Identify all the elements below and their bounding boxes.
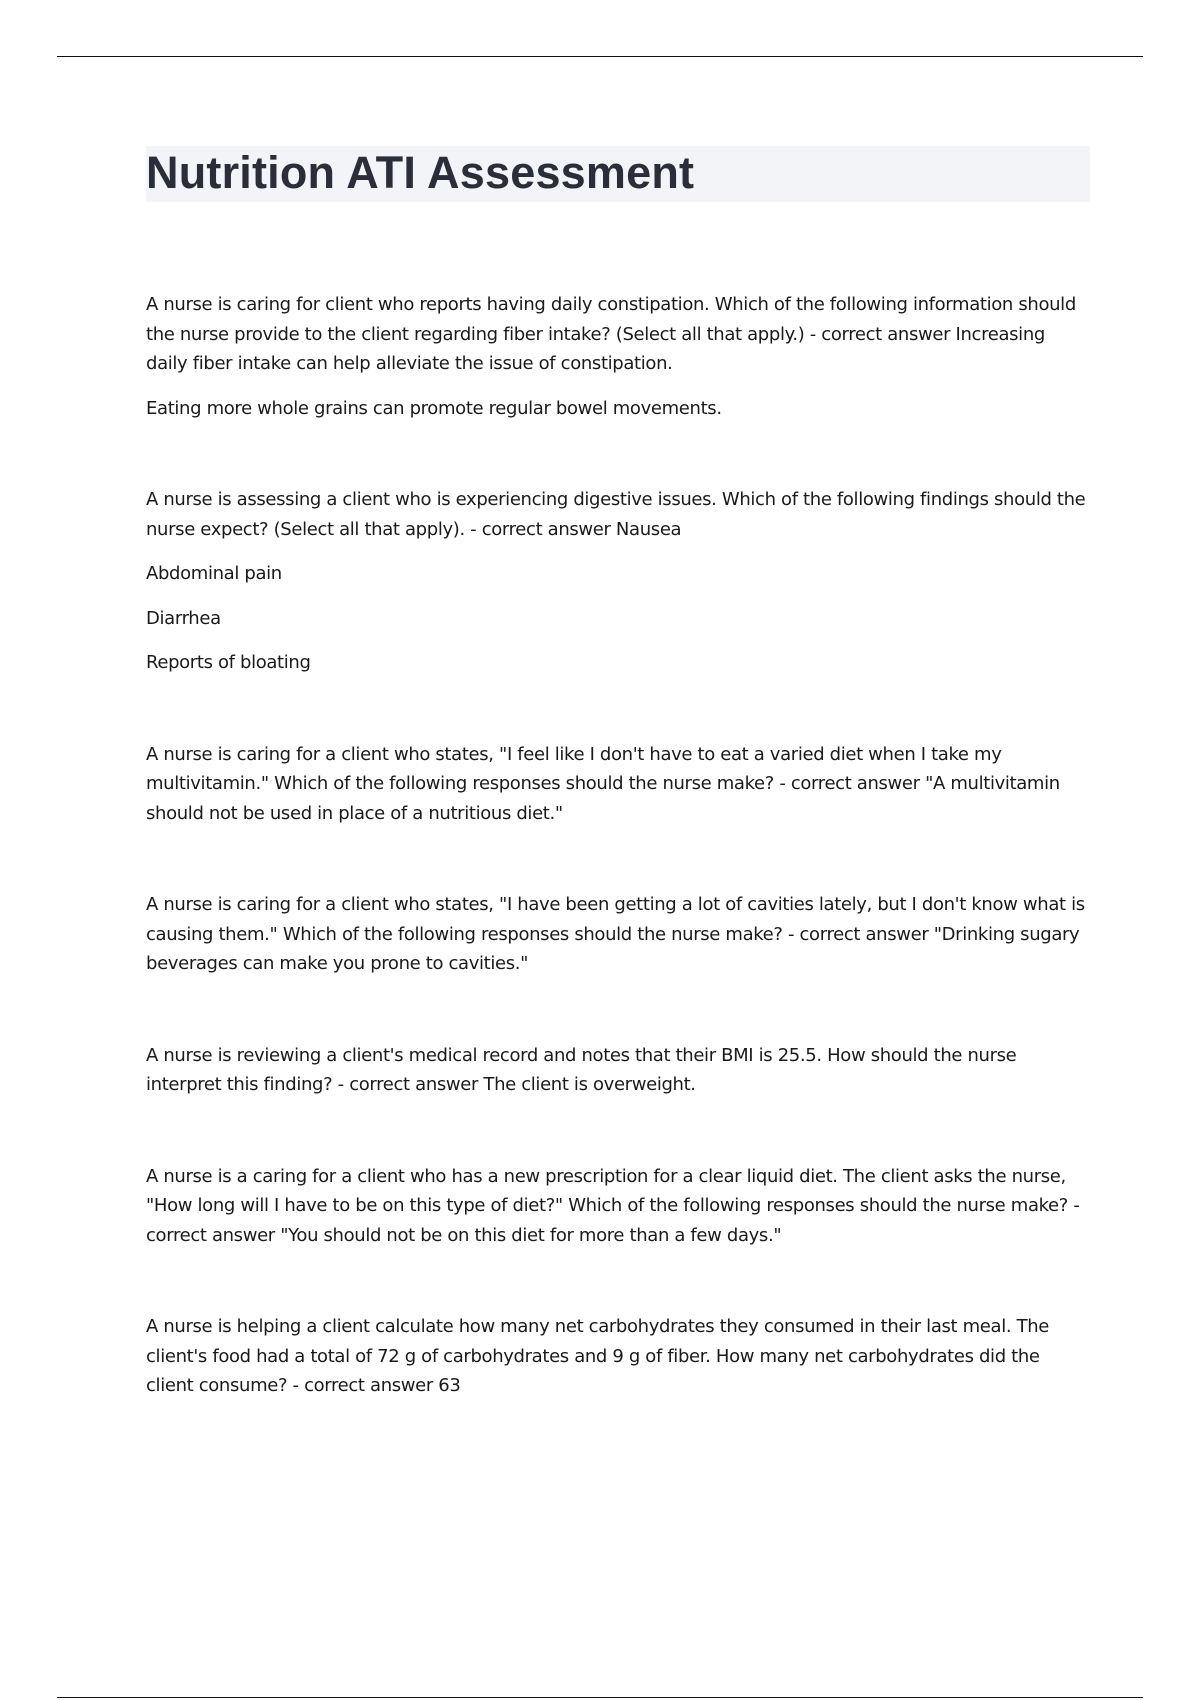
question-block (146, 740, 1086, 829)
answer-line: Eating more whole grains can promote regular bowel movements. (146, 397, 722, 419)
question-block (146, 290, 1086, 423)
answer-line: Diarrhea (146, 607, 221, 629)
question-text: A nurse is caring for client who reports having daily constipation. Which of the following information should the nurse provide to the client regarding fiber intake? (Select all that apply.) - correct answer Increasing daily fiber intake can help alleviate the issue of constipation. (146, 294, 1076, 374)
answer-line: Abdominal pain (146, 563, 282, 584)
question-text: A nurse is reviewing a client's medical record and notes that their BMI is 25.5. How should the nurse interpret this finding? - correct answer The client is overweight. (146, 1044, 1017, 1095)
question-text: A nurse is helping a client calculate how many net carbohydrates they consumed in their last meal. The client's food had a total of 72 g of carbohydrates and 9 g of fiber. How many net carbohydrates did the client consume? - correct answer 63 (146, 1316, 1050, 1396)
question-block (146, 890, 1086, 979)
page-title: Nutrition ATI Assessment (146, 147, 695, 198)
question-text: A nurse is caring for a client who states, "I have been getting a lot of cavities lately, but I don't know what is causing them." Which of the following responses should the nurse make? - correct answer "Drinking sugary beverages can make you prone to cavities." (146, 894, 1085, 974)
question-block (146, 1041, 1086, 1100)
top-rule (57, 56, 1143, 57)
question-block (146, 485, 1086, 678)
question-block (146, 1162, 1086, 1251)
question-text: A nurse is assessing a client who is experiencing digestive issues. Which of the following findings should the nurse expect? (Select all that apply). - correct answer Nausea (146, 489, 1086, 540)
question-block (146, 1312, 1086, 1401)
question-text: A nurse is caring for a client who states, "I feel like I don't have to eat a varied diet when I take my multivitamin." Which of the following responses should the nurse make? - correct answer "A multivitamin should not be used in place of a nutritious diet." (146, 743, 1060, 824)
answer-line: Reports of bloating (146, 652, 311, 673)
question-list (146, 290, 1086, 1463)
question-text: A nurse is a caring for a client who has a new prescription for a clear liquid diet. The client asks the nurse, "How long will I have to be on this type of diet?" Which of the following responses should the nurse make? - correct answer "You should not be on this diet for more than a few days." (146, 1165, 1080, 1246)
bottom-rule (57, 1697, 1143, 1698)
